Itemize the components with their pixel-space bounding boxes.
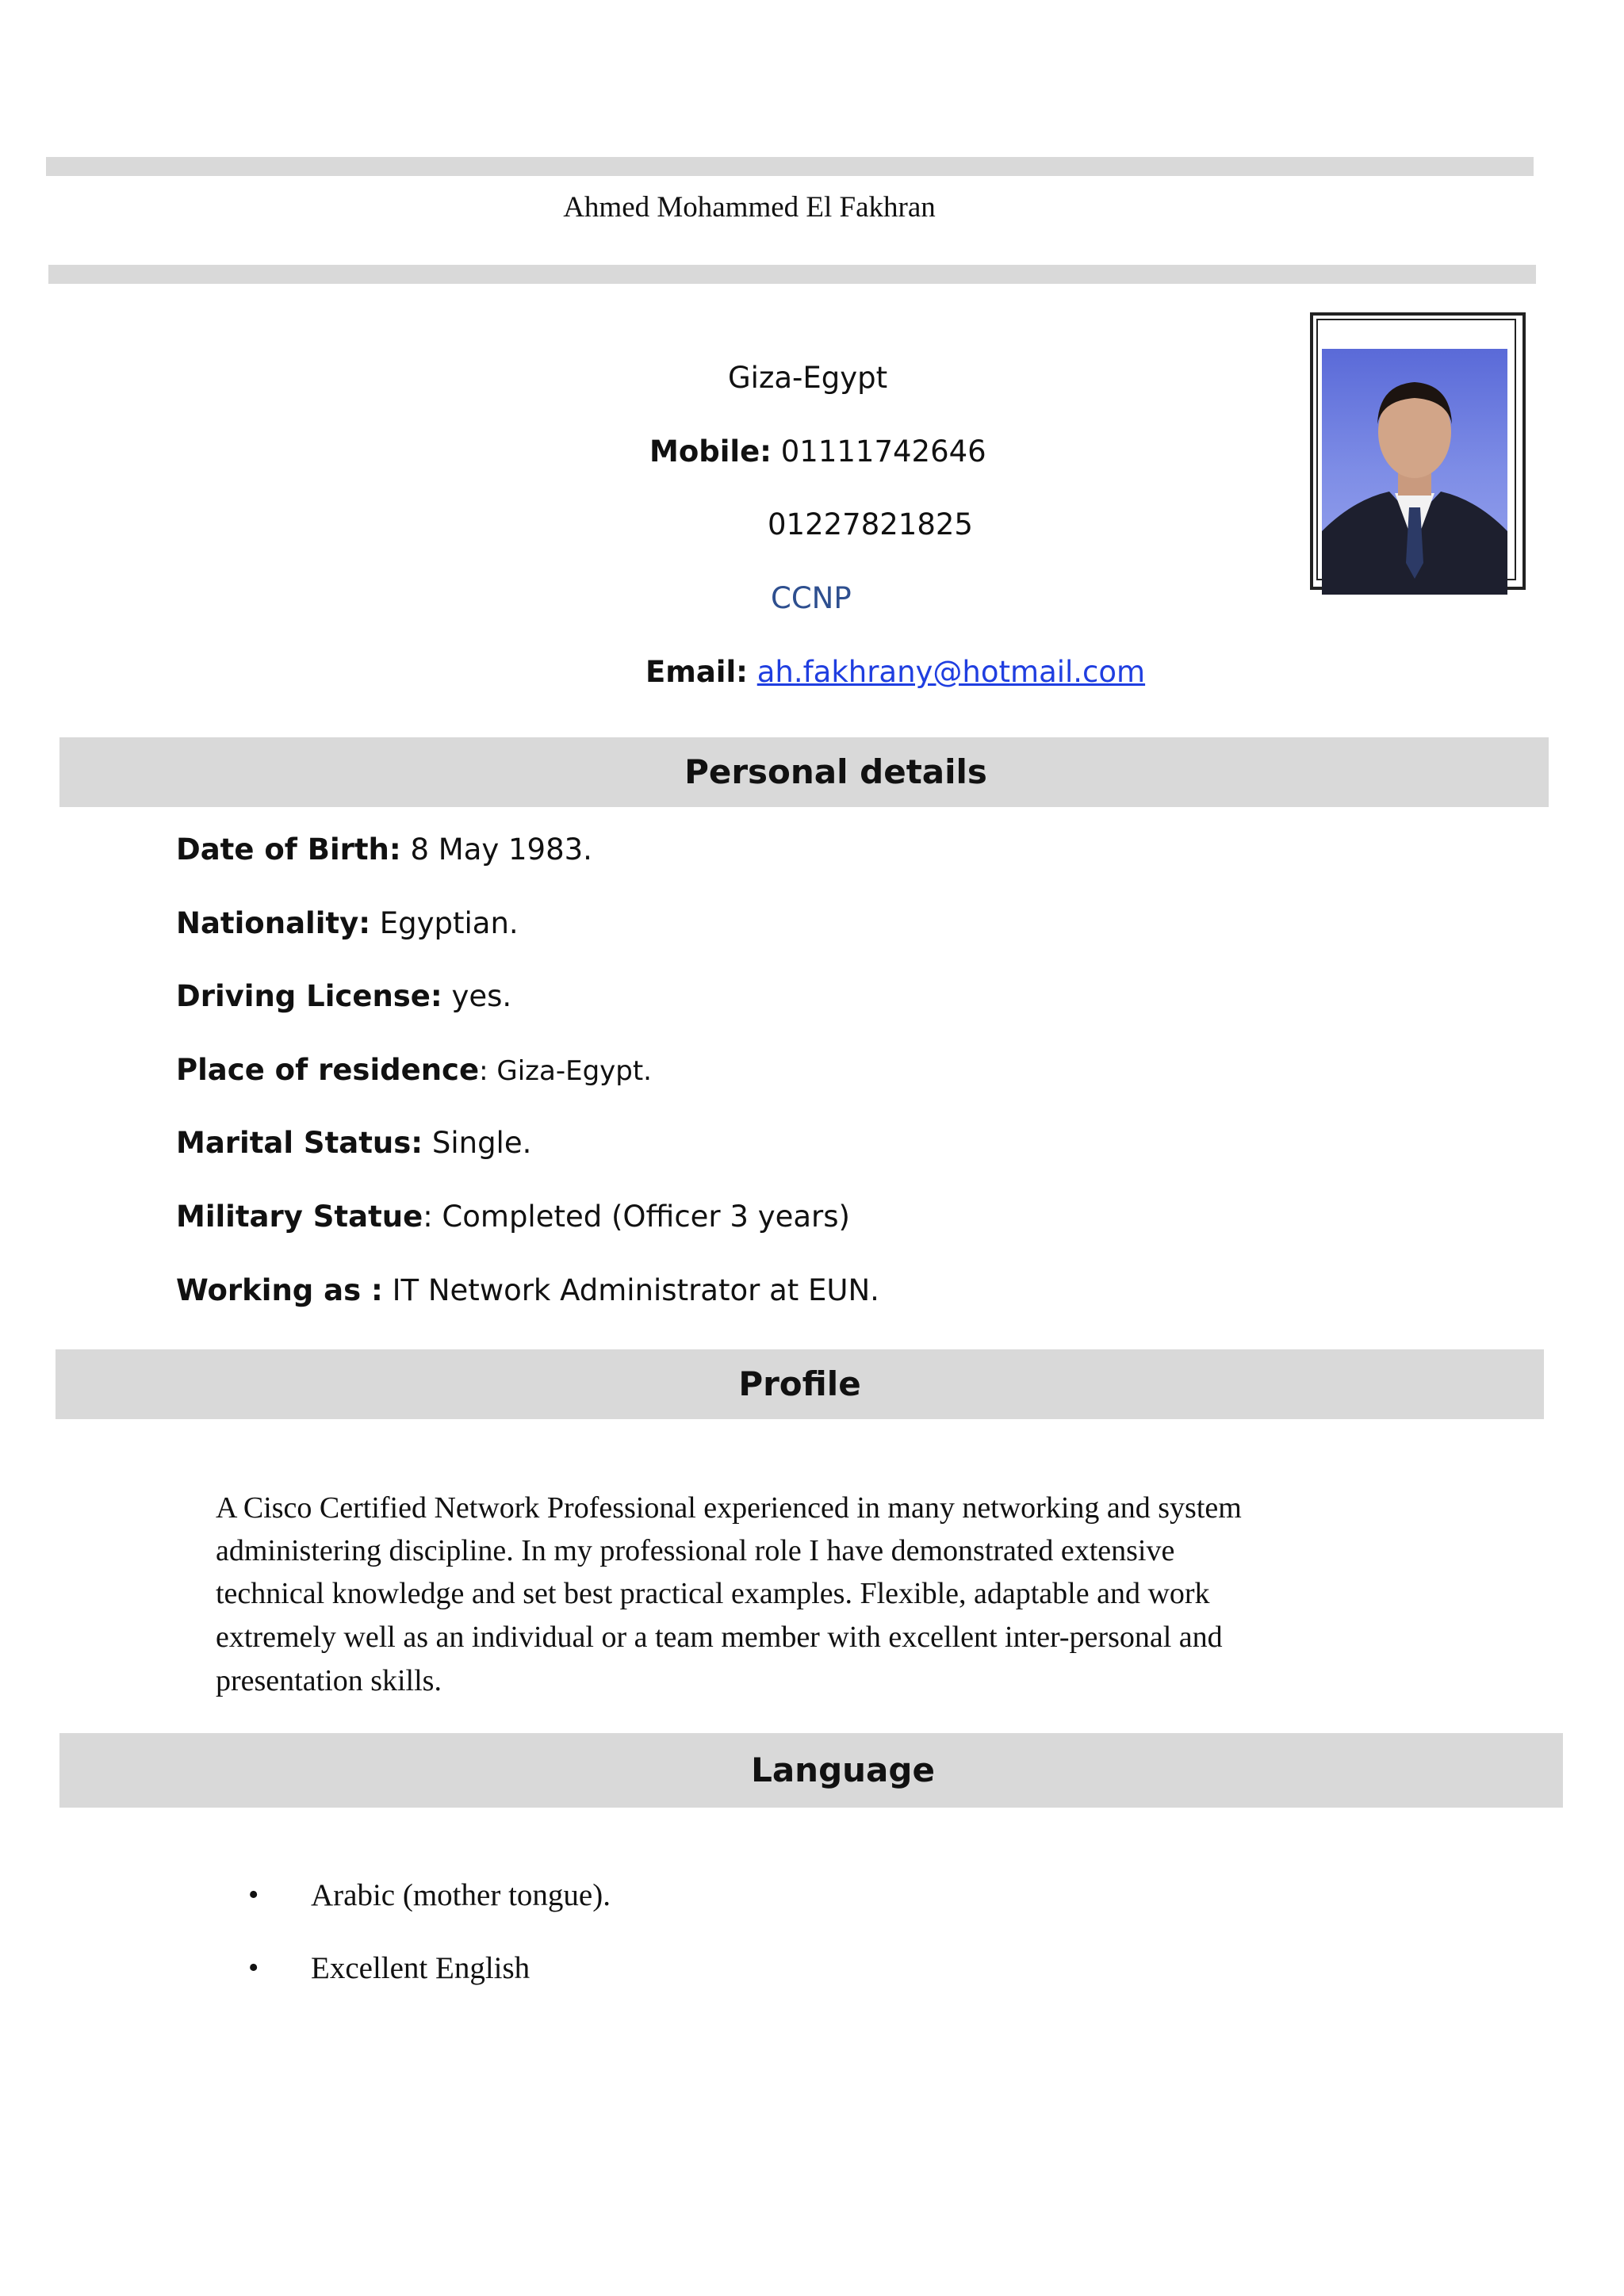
header-rule-bottom [48,265,1536,284]
detail-label: Driving License: [176,979,442,1013]
detail-value: : Completed (Officer 3 years) [423,1200,850,1234]
mobile-number-1: 01111742646 [780,434,986,469]
detail-marital-status [176,1126,531,1160]
email-line [645,655,1145,689]
candidate-name: Ahmed Mohammed El Fakhran [563,191,936,224]
email-link[interactable]: ah.fakhrany@hotmail.com [756,655,1146,689]
bullet-icon: • [248,1878,259,1911]
detail-working-as [176,1273,879,1307]
language-item-english: Excellent English [311,1951,530,1985]
detail-label: Place of residence [176,1053,480,1087]
portrait-illustration [1322,349,1507,595]
detail-label: Marital Status: [176,1126,423,1160]
mobile-label: Mobile: [649,434,772,469]
detail-value: 8 May 1983. [400,832,592,867]
profile-line-2: administering discipline. In my professional role I have demonstrated extensive [216,1534,1175,1567]
header-rule-top [46,157,1534,176]
detail-place-of-residence [176,1053,652,1087]
certification: CCNP [771,581,852,615]
section-language: Language [59,1733,1563,1808]
profile-line-4: extremely well as an individual or a team member with excellent inter-personal and [216,1621,1223,1654]
profile-line-3: technical knowledge and set best practical examples. Flexible, adaptable and work [216,1577,1210,1610]
detail-value: yes. [442,979,512,1013]
detail-label: Military Statue [176,1200,423,1234]
detail-value: Single. [423,1126,532,1160]
detail-military-statue [176,1200,850,1234]
location: Giza-Egypt [728,361,888,395]
detail-label: Date of Birth: [176,832,401,867]
detail-date-of-birth [176,832,592,867]
mobile-number-2: 01227821825 [768,507,973,541]
detail-value: Egyptian. [370,906,519,940]
detail-label: Working as : [176,1273,383,1307]
detail-value: : Giza-Egypt. [479,1055,652,1087]
bullet-icon: • [248,1951,259,1984]
profile-photo [1322,349,1507,595]
profile-line-1: A Cisco Certified Network Professional experienced in many networking and system [216,1491,1242,1525]
detail-value: IT Network Administrator at EUN. [382,1273,879,1307]
section-profile: Profile [56,1349,1544,1419]
detail-nationality [176,906,519,940]
email-label: Email: [645,655,748,689]
detail-driving-license [176,979,511,1013]
detail-label: Nationality: [176,906,370,940]
section-personal-details: Personal details [59,737,1549,807]
language-item-arabic: Arabic (mother tongue). [311,1878,611,1912]
mobile-line [649,434,986,469]
profile-line-5: presentation skills. [216,1664,442,1697]
